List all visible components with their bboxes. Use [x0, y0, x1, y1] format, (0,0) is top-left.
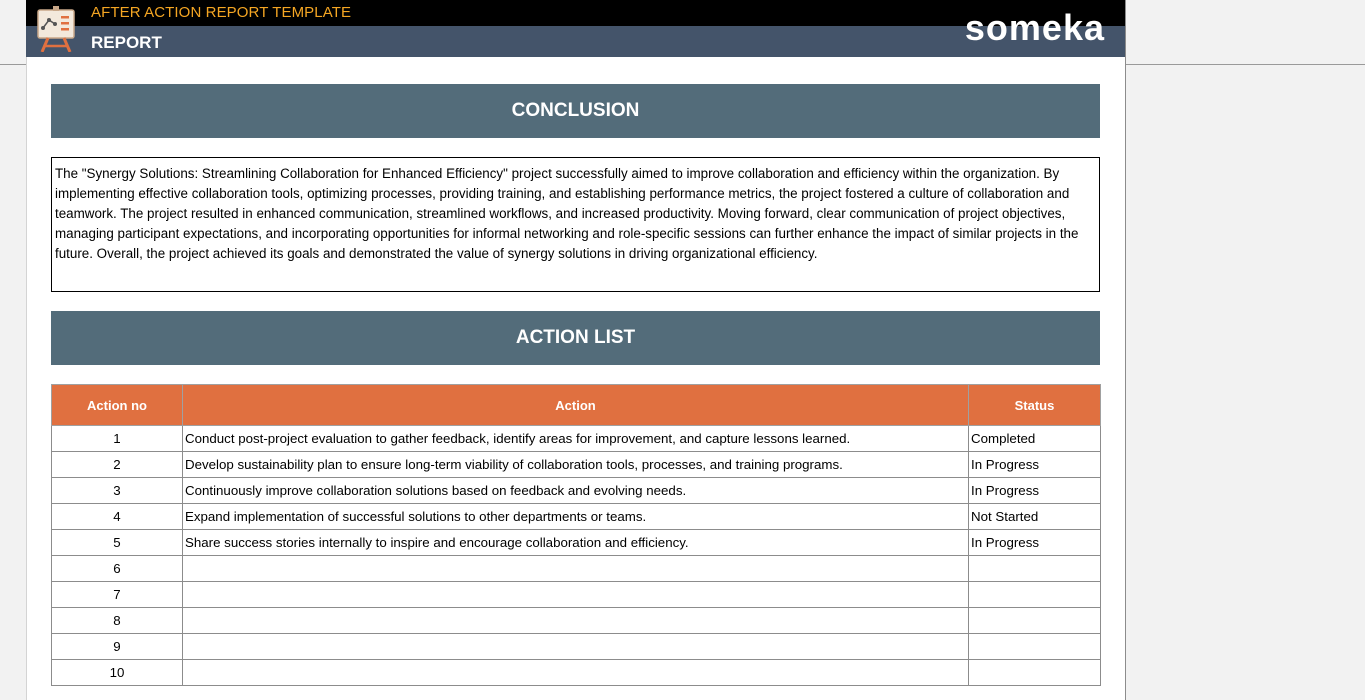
table-row	[52, 660, 1101, 686]
status-cell[interactable]: In Progress	[969, 452, 1101, 478]
header-bottom-band	[26, 26, 1125, 57]
action-cell[interactable]	[183, 582, 969, 608]
action-table	[51, 384, 1101, 686]
presentation-board-icon	[36, 6, 76, 52]
action-list-heading: ACTION LIST	[51, 311, 1100, 365]
table-header-row	[52, 385, 1101, 426]
status-cell[interactable]	[969, 608, 1101, 634]
action-no-cell[interactable]: 10	[52, 660, 183, 686]
conclusion-text: The "Synergy Solutions: Streamlining Collaboration for Enhanced Efficiency" project successfully aimed to improve collaboration and efficiency within the organization. By implementing effective collaboration tools, optimizing processes, providing training, and establishing performance metrics, the project fostered a culture of collaboration and teamwork. The project resulted in enhanced communication, streamlined workflows, and increased productivity. Moving forward, clear communication of project objectives, managing participant expectations, and incorporating opportunities for informal networking and role-specific sessions can further enhance the impact of similar projects in the future. Overall, the project achieved its goals and demonstrated the value of synergy solutions in driving organizational efficiency.	[55, 166, 1079, 261]
action-cell[interactable]	[183, 634, 969, 660]
column-header-status: Status	[969, 385, 1101, 426]
status-cell[interactable]	[969, 660, 1101, 686]
action-cell[interactable]	[183, 660, 969, 686]
action-cell[interactable]: Develop sustainability plan to ensure long-term viability of collaboration tools, processes, and training programs.	[183, 452, 969, 478]
status-cell[interactable]	[969, 582, 1101, 608]
app-title: AFTER ACTION REPORT TEMPLATE	[91, 4, 352, 21]
table-row	[52, 478, 1101, 504]
action-no-cell[interactable]: 1	[52, 426, 183, 452]
action-no-cell[interactable]: 4	[52, 504, 183, 530]
sheet-right-margin	[1125, 0, 1365, 700]
page-title: REPORT	[91, 33, 162, 52]
status-cell[interactable]: In Progress	[969, 478, 1101, 504]
action-no-cell[interactable]: 9	[52, 634, 183, 660]
action-no-cell[interactable]: 8	[52, 608, 183, 634]
status-cell[interactable]: Completed	[969, 426, 1101, 452]
app-header	[26, 0, 1125, 57]
table-row	[52, 426, 1101, 452]
status-cell[interactable]	[969, 556, 1101, 582]
status-cell[interactable]: In Progress	[969, 530, 1101, 556]
table-row	[52, 582, 1101, 608]
action-no-cell[interactable]: 5	[52, 530, 183, 556]
table-row	[52, 504, 1101, 530]
action-no-cell[interactable]: 7	[52, 582, 183, 608]
action-cell[interactable]	[183, 556, 969, 582]
sheet-left-margin	[0, 0, 27, 700]
action-cell[interactable]: Expand implementation of successful solutions to other departments or teams.	[183, 504, 969, 530]
table-row	[52, 556, 1101, 582]
action-cell[interactable]: Continuously improve collaboration solutions based on feedback and evolving needs.	[183, 478, 969, 504]
conclusion-heading: CONCLUSION	[51, 84, 1100, 138]
table-row	[52, 634, 1101, 660]
action-cell[interactable]	[183, 608, 969, 634]
table-row	[52, 452, 1101, 478]
action-no-cell[interactable]: 6	[52, 556, 183, 582]
action-no-cell[interactable]: 2	[52, 452, 183, 478]
column-header-action: Action	[183, 385, 969, 426]
table-row	[52, 530, 1101, 556]
action-no-cell[interactable]: 3	[52, 478, 183, 504]
status-cell[interactable]	[969, 634, 1101, 660]
table-row	[52, 608, 1101, 634]
action-cell[interactable]: Share success stories internally to inspire and encourage collaboration and efficiency.	[183, 530, 969, 556]
column-header-action-no: Action no	[52, 385, 183, 426]
conclusion-cell[interactable]	[51, 157, 1100, 292]
brand-logo[interactable]: someka	[964, 7, 1105, 48]
action-cell[interactable]: Conduct post-project evaluation to gather feedback, identify areas for improvement, and capture lessons learned.	[183, 426, 969, 452]
status-cell[interactable]: Not Started	[969, 504, 1101, 530]
